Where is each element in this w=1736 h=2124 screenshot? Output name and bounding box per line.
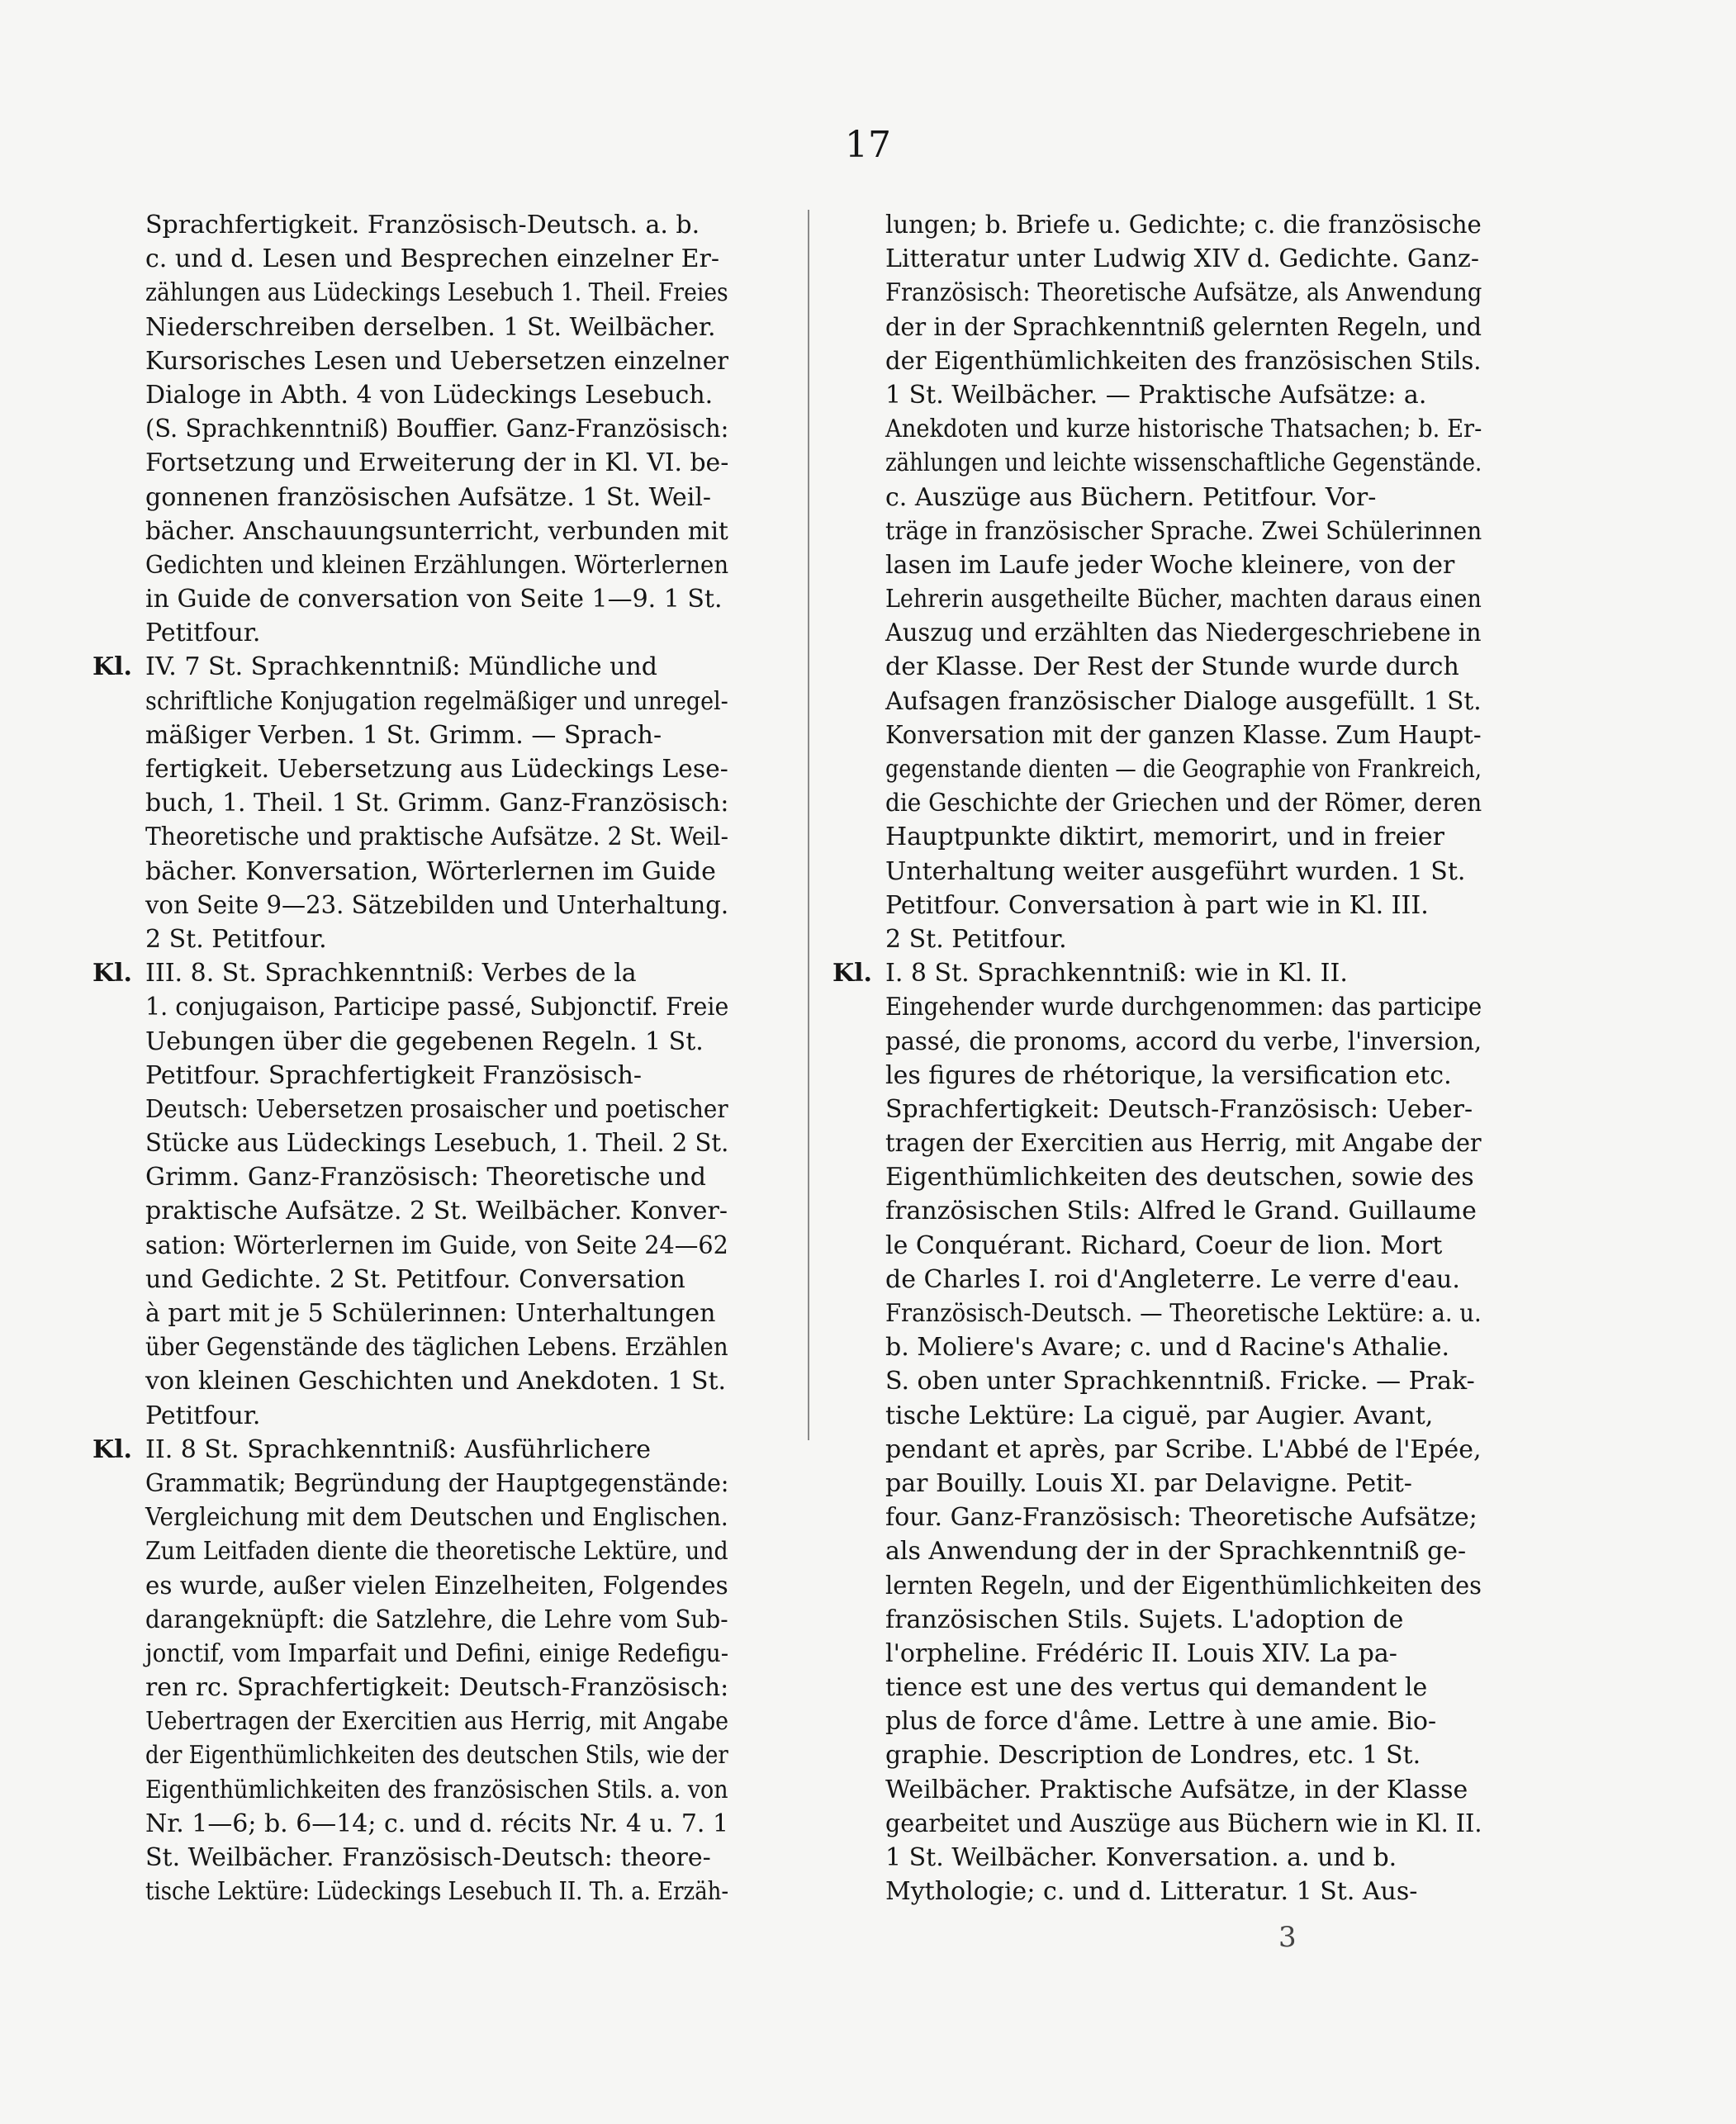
text-line [832, 1263, 1482, 1297]
text-line [92, 1263, 728, 1297]
text-line [92, 889, 728, 922]
line-text: Niederschreiben derselben. 1 St. Weilbächer. [145, 312, 716, 342]
line-text: von Seite 9—23. Sätzebilden und Unterhaltung. [145, 890, 728, 920]
line-text: Kursorisches Lesen und Uebersetzen einzelner [145, 346, 728, 376]
line-text: französischen Stils. Sujets. L'adoption de [885, 1605, 1404, 1634]
text-line [92, 1330, 728, 1364]
line-text: Unterhaltung weiter ausgeführt wurden. 1 St. [885, 856, 1466, 886]
line-text: französischen Stils: Alfred le Grand. Guillaume [885, 1197, 1477, 1226]
line-text: St. Weilbächer. Französisch-Deutsch: theore- [145, 1843, 711, 1872]
text-line [832, 311, 1482, 344]
line-text: I. 8 St. Sprachkenntniß: wie in Kl. II. [885, 959, 1348, 989]
line-text: Französisch: Theoretische Aufsätze, als Anwendung [885, 278, 1482, 308]
text-line [92, 990, 728, 1024]
text-line [92, 685, 728, 718]
text-line [832, 514, 1482, 548]
text-line [92, 786, 728, 820]
line-text: tience est une des vertus qui demandent le [885, 1673, 1428, 1703]
text-line [92, 752, 728, 786]
text-line [92, 1773, 728, 1807]
line-text: praktische Aufsätze. 2 St. Weilbächer. Konver- [145, 1197, 728, 1226]
text-line [832, 889, 1482, 922]
right-column [832, 208, 1482, 1908]
text-line [92, 481, 728, 514]
line-text: Stücke aus Lüdeckings Lesebuch, 1. Theil. 2 St. [145, 1129, 728, 1159]
text-line [92, 242, 728, 276]
line-text: Petitfour. [145, 1401, 261, 1430]
class-label: Kl. [92, 959, 132, 989]
line-text: der Klasse. Der Rest der Stunde wurde durch [885, 652, 1459, 682]
line-text: von kleinen Geschichten und Anekdoten. 1 St. [145, 1367, 727, 1396]
line-text: Deutsch: Uebersetzen prosaischer und poetischer [145, 1094, 728, 1124]
text-line [92, 1738, 728, 1772]
line-text: Theoretische und praktische Aufsätze. 2 St. Weil- [145, 823, 728, 852]
text-line [92, 412, 728, 446]
text-line [92, 276, 728, 310]
text-line [92, 1126, 728, 1160]
line-text: Zum Leitfaden diente die theoretische Lektüre, und [145, 1537, 728, 1567]
line-text: Konversation mit der ganzen Klasse. Zum Haupt- [885, 720, 1482, 750]
line-text: graphie. Description de Londres, etc. 1 St. [885, 1741, 1421, 1771]
text-line [92, 311, 728, 344]
line-text: Mythologie; c. und d. Litteratur. 1 St. Aus- [885, 1877, 1418, 1907]
text-line [92, 208, 728, 242]
text-line [92, 1671, 728, 1704]
line-text: les figures de rhétorique, la versification etc. [885, 1060, 1452, 1090]
text-line [832, 1637, 1482, 1671]
line-text: plus de force d'âme. Lettre à une amie. Bio- [885, 1707, 1437, 1737]
line-text: Auszug und erzählten das Niedergeschriebene in [885, 619, 1482, 648]
class-label: Kl. [92, 652, 132, 682]
text-line [832, 1773, 1482, 1807]
text-line [832, 1738, 1482, 1772]
line-text: 1 St. Weilbächer. Konversation. a. und b. [885, 1843, 1397, 1872]
line-text: bächer. Anschauungsunterricht, verbunden mit [145, 516, 728, 546]
line-text: passé, die pronoms, accord du verbe, l'inversion, [885, 1026, 1482, 1056]
column-divider [808, 210, 809, 1440]
line-text: tische Lektüre: Lüdeckings Lesebuch II. Th. a. Erzäh- [145, 1877, 728, 1907]
line-text: II. 8 St. Sprachkenntniß: Ausführlichere [145, 1434, 652, 1464]
text-line [92, 1433, 728, 1467]
text-line [92, 1704, 728, 1738]
line-text: schriftliche Konjugation regelmäßiger und unregel- [145, 686, 728, 716]
text-line [832, 685, 1482, 718]
line-text: tragen der Exercitien aus Herrig, mit Angabe der [885, 1129, 1482, 1159]
text-line [92, 514, 728, 548]
text-line [832, 1875, 1482, 1908]
line-text: Hauptpunkte diktirt, memorirt, und in freier [885, 823, 1444, 852]
line-text: sation: Wörterlernen im Guide, von Seite 24—62 [145, 1230, 728, 1260]
line-text: Litteratur unter Ludwig XIV d. Gedichte. Ganz- [885, 244, 1479, 274]
line-text: 2 St. Petitfour. [885, 924, 1067, 954]
line-text: als Anwendung der in der Sprachkenntniß ge- [885, 1537, 1467, 1567]
text-line [92, 1229, 728, 1263]
text-line [832, 1399, 1482, 1433]
text-line [832, 1603, 1482, 1637]
line-text: der in der Sprachkenntniß gelernten Regeln, und [885, 312, 1482, 342]
text-line [832, 1059, 1482, 1093]
line-text: III. 8. St. Sprachkenntniß: Verbes de la [145, 959, 637, 989]
text-line [832, 855, 1482, 889]
text-line [92, 922, 728, 956]
line-text: die Geschichte der Griechen und der Römer, deren [885, 789, 1482, 818]
text-line [92, 1637, 728, 1671]
text-line [92, 956, 728, 990]
line-text: jonctif, vom Imparfait und Defini, einige Redefigu- [145, 1638, 728, 1668]
line-text: tische Lektüre: La ciguë, par Augier. Avant, [885, 1401, 1434, 1430]
line-text: Nr. 1—6; b. 6—14; c. und d. récits Nr. 4 u. 7. 1 [145, 1809, 728, 1838]
line-text: der Eigenthümlichkeiten des deutschen Stils, wie der [145, 1741, 728, 1771]
line-text: Vergleichung mit dem Deutschen und Englischen. [145, 1503, 728, 1533]
text-line [832, 752, 1482, 786]
text-line [832, 1194, 1482, 1228]
text-line [832, 548, 1482, 582]
line-text: b. Moliere's Avare; c. und d Racine's Athalie. [885, 1333, 1449, 1363]
text-line [92, 1194, 728, 1228]
line-text: träge in französischer Sprache. Zwei Schülerinnen [885, 516, 1482, 546]
left-column [92, 208, 728, 1908]
line-text: der Eigenthümlichkeiten des französischen Stils. [885, 346, 1482, 376]
line-text: Petitfour. Conversation à part wie in Kl. III. [885, 890, 1429, 920]
class-label: Kl. [92, 1434, 132, 1464]
line-text: über Gegenstände des täglichen Lebens. Erzählen [145, 1333, 728, 1363]
page-number: 17 [845, 124, 891, 166]
text-line [832, 616, 1482, 650]
text-line [832, 481, 1482, 514]
line-text: par Bouilly. Louis XI. par Delavigne. Petit- [885, 1468, 1412, 1498]
line-text: IV. 7 St. Sprachkenntniß: Mündliche und [145, 652, 657, 682]
line-text: zählungen und leichte wissenschaftliche Gegenstände. [885, 448, 1482, 478]
text-line [832, 990, 1482, 1024]
text-line [832, 582, 1482, 616]
line-text: gonnenen französischen Aufsätze. 1 St. Weil- [145, 482, 712, 512]
line-text: Uebertragen der Exercitien aus Herrig, mit Angabe [145, 1707, 728, 1737]
text-line [832, 208, 1482, 242]
text-line [832, 922, 1482, 956]
text-line [832, 1297, 1482, 1330]
text-line [832, 1671, 1482, 1704]
line-text: in Guide de conversation von Seite 1—9. 1 St. [145, 585, 723, 614]
line-text: le Conquérant. Richard, Coeur de lion. Mort [885, 1230, 1443, 1260]
line-text: es wurde, außer vielen Einzelheiten, Folgendes [145, 1571, 728, 1600]
text-line [832, 1364, 1482, 1398]
line-text: lasen im Laufe jeder Woche kleinere, von der [885, 550, 1455, 580]
line-text: c. Auszüge aus Büchern. Petitfour. Vor- [885, 482, 1377, 512]
line-text: de Charles I. roi d'Angleterre. Le verre d'eau. [885, 1264, 1460, 1294]
line-text: ren rc. Sprachfertigkeit: Deutsch-Französisch: [145, 1673, 728, 1703]
line-text: und Gedichte. 2 St. Petitfour. Conversation [145, 1264, 685, 1294]
line-text: zählungen aus Lüdeckings Lesebuch 1. Theil. Freies [145, 278, 728, 308]
text-line [832, 1841, 1482, 1875]
line-text: Sprachfertigkeit: Deutsch-Französisch: Ueber- [885, 1094, 1473, 1124]
text-line [832, 1467, 1482, 1501]
line-text: Eigenthümlichkeiten des deutschen, sowie des [885, 1163, 1474, 1192]
text-line [832, 1704, 1482, 1738]
line-text: Anekdoten und kurze historische Thatsachen; b. Er- [885, 415, 1482, 444]
text-line [92, 1364, 728, 1398]
text-line [92, 1875, 728, 1908]
signature-mark: 3 [1278, 1921, 1297, 1954]
line-text: gearbeitet und Auszüge aus Büchern wie in Kl. II. [885, 1809, 1482, 1838]
line-text: buch, 1. Theil. 1 St. Grimm. Ganz-Französisch: [145, 789, 728, 818]
text-line [832, 412, 1482, 446]
line-text: lungen; b. Briefe u. Gedichte; c. die französische [885, 211, 1482, 239]
line-text: gegenstande dienten — die Geographie von Frankreich, [885, 755, 1482, 784]
text-line [92, 855, 728, 889]
line-text: Aufsagen französischer Dialoge ausgefüllt. 1 St. [885, 686, 1482, 716]
line-text: mäßiger Verben. 1 St. Grimm. — Sprach- [145, 720, 662, 750]
text-line [832, 1433, 1482, 1467]
text-line [832, 1501, 1482, 1534]
text-line [832, 650, 1482, 684]
text-line [832, 1229, 1482, 1263]
text-line [92, 1603, 728, 1637]
class-label: Kl. [832, 959, 872, 989]
text-line [92, 1297, 728, 1330]
line-text: Petitfour. Sprachfertigkeit Französisch- [145, 1060, 643, 1090]
text-line [92, 1093, 728, 1126]
text-line [92, 1059, 728, 1093]
text-line [92, 1467, 728, 1501]
text-line [92, 548, 728, 582]
text-line [832, 1025, 1482, 1059]
text-line [92, 1841, 728, 1875]
text-line [92, 582, 728, 616]
text-line [832, 1534, 1482, 1568]
text-line [92, 718, 728, 752]
text-line [92, 1399, 728, 1433]
text-line [92, 1569, 728, 1603]
text-line [832, 820, 1482, 854]
line-text: lernten Regeln, und der Eigenthümlichkeiten des [885, 1571, 1482, 1600]
text-line [92, 1807, 728, 1841]
text-line [832, 1330, 1482, 1364]
text-line [92, 820, 728, 854]
line-text: Dialoge in Abth. 4 von Lüdeckings Lesebuch. [145, 380, 714, 410]
text-line [92, 378, 728, 412]
line-text: bächer. Konversation, Wörterlernen im Guide [145, 856, 716, 886]
text-line [832, 1126, 1482, 1160]
text-line [92, 1501, 728, 1534]
line-text: darangeknüpft: die Satzlehre, die Lehre vom Sub- [145, 1605, 728, 1634]
line-text: c. und d. Lesen und Besprechen einzelner Er- [145, 244, 719, 274]
line-text: pendant et après, par Scribe. L'Abbé de l'Epée, [885, 1434, 1482, 1464]
text-line [832, 276, 1482, 310]
text-line [832, 956, 1482, 990]
text-line [832, 242, 1482, 276]
line-text: Grammatik; Begründung der Hauptgegenstände: [145, 1468, 728, 1498]
line-text: l'orpheline. Frédéric II. Louis XIV. La pa- [885, 1638, 1397, 1668]
line-text: Eingehender wurde durchgenommen: das participe [885, 993, 1482, 1022]
text-line [832, 378, 1482, 412]
line-text: Gedichten und kleinen Erzählungen. Wörterlernen [145, 550, 728, 580]
text-line [92, 1534, 728, 1568]
text-line [92, 1025, 728, 1059]
line-text: Weilbächer. Praktische Aufsätze, in der Klasse [885, 1775, 1468, 1804]
text-line [832, 718, 1482, 752]
text-line [92, 1160, 728, 1194]
line-text: (S. Sprachkenntniß) Bouffier. Ganz-Französisch: [145, 415, 728, 444]
text-line [92, 446, 728, 480]
line-text: à part mit je 5 Schülerinnen: Unterhaltungen [145, 1299, 716, 1328]
text-line [832, 344, 1482, 378]
line-text: Grimm. Ganz-Französisch: Theoretische und [145, 1163, 706, 1192]
line-text: Sprachfertigkeit. Französisch-Deutsch. a. b. [145, 211, 700, 239]
text-line [832, 446, 1482, 480]
text-line [832, 1569, 1482, 1603]
text-line [832, 1093, 1482, 1126]
text-line [832, 786, 1482, 820]
line-text: 1. conjugaison, Participe passé, Subjonctif. Freie [145, 993, 728, 1022]
text-line [832, 1807, 1482, 1841]
line-text: Eigenthümlichkeiten des französischen Stils. a. von [145, 1775, 728, 1804]
line-text: Petitfour. [145, 619, 261, 648]
line-text: Fortsetzung und Erweiterung der in Kl. VI. be- [145, 448, 728, 478]
text-line [92, 344, 728, 378]
line-text: 1 St. Weilbächer. — Praktische Aufsätze: a. [885, 380, 1427, 410]
line-text: S. oben unter Sprachkenntniß. Fricke. — Prak- [885, 1367, 1475, 1396]
text-line [92, 650, 728, 684]
line-text: four. Ganz-Französisch: Theoretische Aufsätze; [885, 1503, 1477, 1533]
text-line [92, 616, 728, 650]
line-text: 2 St. Petitfour. [145, 924, 327, 954]
line-text: Uebungen über die gegebenen Regeln. 1 St. [145, 1026, 704, 1056]
line-text: Lehrerin ausgetheilte Bücher, machten daraus einen [885, 585, 1482, 614]
text-line [832, 1160, 1482, 1194]
line-text: Französisch-Deutsch. — Theoretische Lektüre: a. u. [885, 1299, 1482, 1328]
line-text: fertigkeit. Uebersetzung aus Lüdeckings Lese- [145, 755, 728, 784]
